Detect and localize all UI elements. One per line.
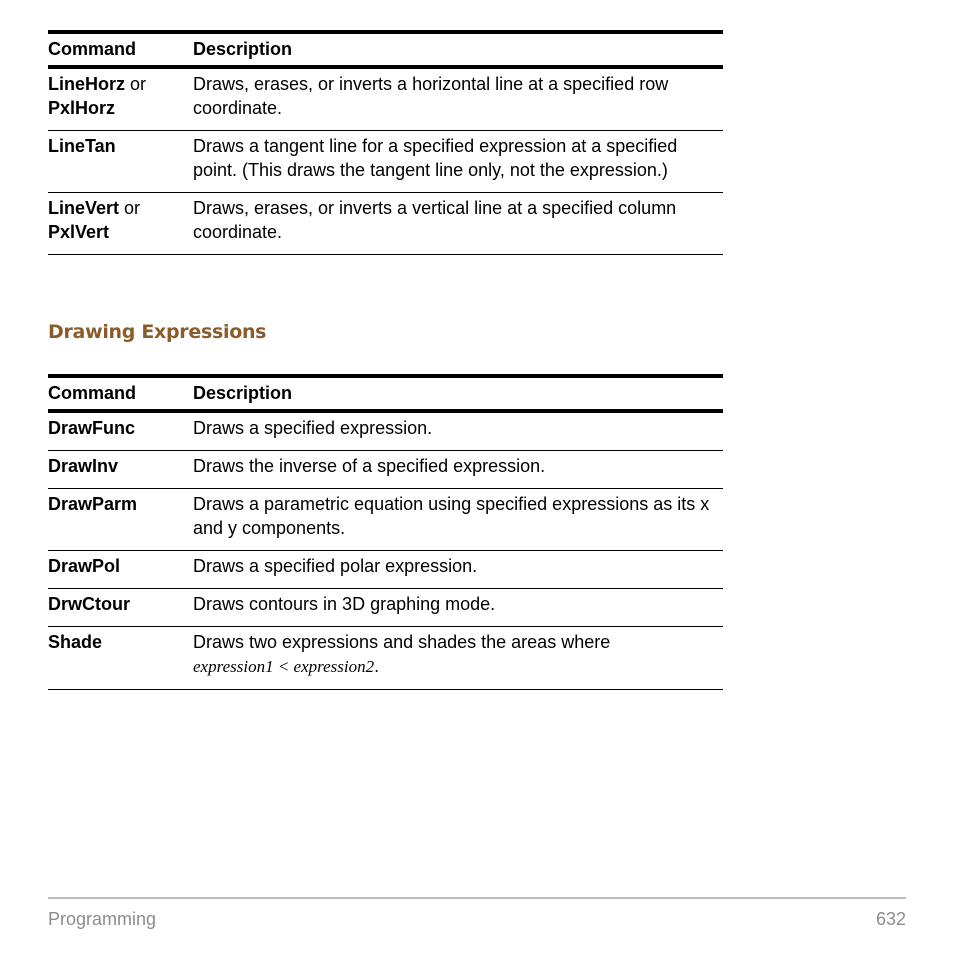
table-header: [48, 30, 723, 69]
description-cell: Draws, erases, or inverts a vertical line at a specified column coordinate.: [193, 198, 677, 242]
description-cell: Draws contours in 3D graphing mode.: [193, 594, 496, 614]
header-command: Command: [48, 383, 137, 403]
command-name: DrawFunc: [48, 418, 136, 438]
header-description: Description: [193, 383, 293, 403]
description-cell: Draws a specified polar expression.: [193, 556, 478, 576]
table-row: [48, 69, 723, 131]
description-cell: [193, 630, 723, 679]
command-name: Shade: [48, 632, 103, 652]
description-italic: expression1 < expression2: [193, 657, 375, 676]
description-end: .: [374, 656, 380, 676]
command-cell: [48, 630, 193, 679]
table-row: [48, 193, 723, 255]
description-cell: Draws the inverse of a specified expression.: [193, 456, 546, 476]
table-row: [48, 489, 723, 551]
commands-table-lines: [48, 30, 723, 255]
footer-divider: [48, 897, 906, 899]
command-name: LineHorz: [48, 74, 126, 94]
table-row: [48, 551, 723, 589]
command-name: LineVert: [48, 198, 120, 218]
command-cell: [48, 416, 193, 440]
table-row: [48, 589, 723, 627]
description-text: Draws two expressions and shades the areas where: [193, 632, 611, 652]
or-text: or: [125, 74, 147, 94]
command-cell: [48, 592, 193, 616]
command-name-alt: PxlHorz: [48, 98, 116, 118]
command-cell: [48, 134, 193, 182]
commands-table-drawing: [48, 374, 723, 690]
or-text: or: [119, 198, 141, 218]
header-description: Description: [193, 39, 293, 59]
description-cell: Draws a parametric equation using specified expressions as its x and y components.: [193, 494, 710, 538]
table-header: [48, 374, 723, 413]
table-row: [48, 451, 723, 489]
table-row: [48, 131, 723, 193]
table-row: [48, 627, 723, 690]
table-row: [48, 413, 723, 451]
command-cell: [48, 554, 193, 578]
description-cell: Draws, erases, or inverts a horizontal line at a specified row coordinate.: [193, 74, 669, 118]
command-name: DrawParm: [48, 494, 138, 514]
description-cell: Draws a specified expression.: [193, 418, 433, 438]
command-cell: [48, 196, 193, 244]
command-cell: [48, 72, 193, 120]
footer-section-name: Programming: [48, 909, 157, 929]
command-name: LineTan: [48, 136, 116, 156]
command-name: DrawPol: [48, 556, 121, 576]
command-name: DrawInv: [48, 456, 119, 476]
header-command: Command: [48, 39, 137, 59]
command-cell: [48, 492, 193, 540]
section-heading: Drawing Expressions: [48, 321, 267, 343]
command-cell: [48, 454, 193, 478]
command-name-alt: PxlVert: [48, 222, 110, 242]
command-name: DrwCtour: [48, 594, 130, 614]
description-cell: Draws a tangent line for a specified expression at a specified point. (This draws the tangent line only, not the expression.): [193, 136, 678, 180]
page-number: 632: [875, 909, 906, 929]
